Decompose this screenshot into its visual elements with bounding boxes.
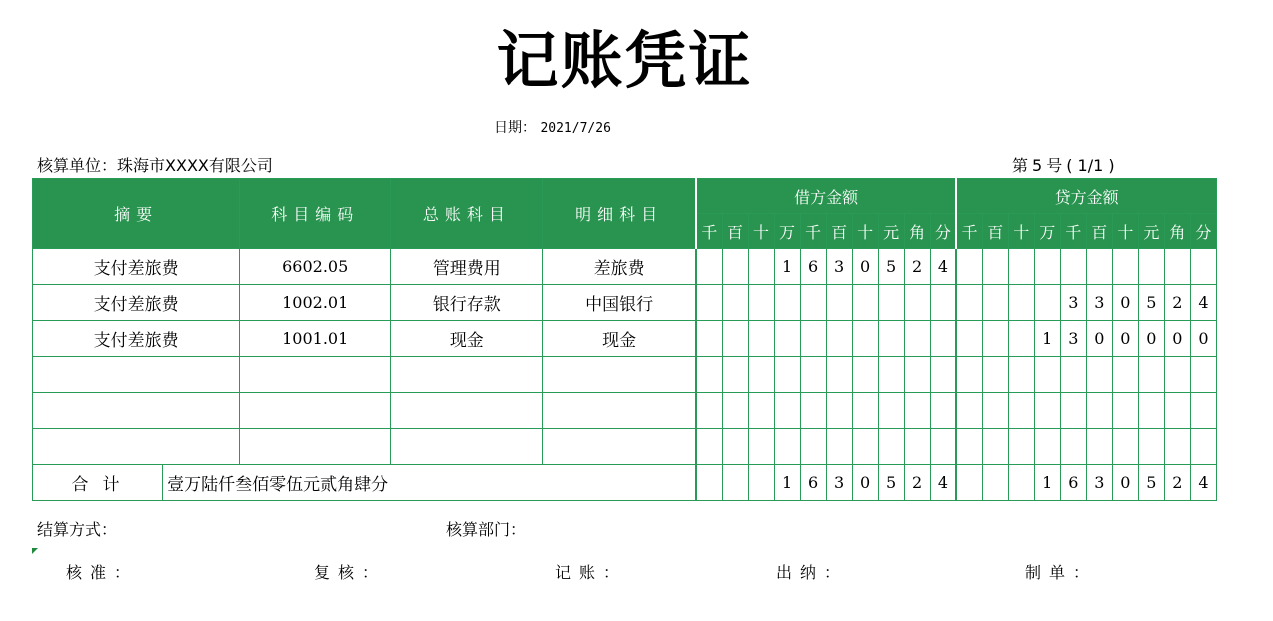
summary-cell[interactable] — [33, 429, 240, 465]
summary-cell[interactable]: 支付差旅费 — [33, 285, 240, 321]
debit-digit-cell[interactable]: 2 — [904, 249, 930, 285]
debit-digit-cell[interactable] — [800, 321, 826, 357]
credit-digit-cell[interactable] — [1112, 357, 1138, 393]
settlement-label: 结算方式： — [37, 520, 118, 539]
debit-digit-cell[interactable] — [748, 321, 774, 357]
summary-cell[interactable] — [33, 393, 240, 429]
table-row[interactable] — [33, 321, 1217, 357]
credit-digit-cell[interactable] — [982, 285, 1008, 321]
debit-digit-cell[interactable] — [904, 285, 930, 321]
debit-digit-cell[interactable] — [930, 321, 956, 357]
credit-digit-cell[interactable] — [1190, 357, 1216, 393]
credit-digit-cell[interactable] — [1060, 357, 1086, 393]
header-summary: 摘要 — [33, 179, 240, 249]
credit-digit-cell[interactable]: 3 — [1060, 321, 1086, 357]
credit-digit-header: 千 — [956, 214, 982, 249]
total-credit-digit: 1 — [1034, 465, 1060, 501]
debit-digit-cell[interactable] — [774, 429, 800, 465]
general-account-cell[interactable] — [391, 393, 543, 429]
debit-digit-cell[interactable]: 5 — [878, 249, 904, 285]
credit-digit-cell[interactable] — [1112, 249, 1138, 285]
credit-digit-cell[interactable] — [956, 357, 982, 393]
credit-digit-cell[interactable] — [982, 429, 1008, 465]
credit-digit-cell[interactable] — [1112, 393, 1138, 429]
table-row[interactable] — [33, 393, 1217, 429]
credit-digit-cell[interactable] — [1034, 249, 1060, 285]
credit-digit-cell[interactable] — [1138, 249, 1164, 285]
debit-digit-cell[interactable] — [722, 357, 748, 393]
credit-digit-cell[interactable] — [1008, 357, 1034, 393]
credit-digit-cell[interactable] — [1164, 357, 1190, 393]
credit-digit-cell[interactable] — [1112, 429, 1138, 465]
credit-digit-cell[interactable] — [982, 249, 1008, 285]
total-credit-digit: 5 — [1138, 465, 1164, 501]
credit-digit-cell[interactable] — [1034, 393, 1060, 429]
debit-digit-cell[interactable] — [748, 285, 774, 321]
debit-digit-cell[interactable] — [774, 321, 800, 357]
debit-digit-cell[interactable] — [878, 357, 904, 393]
summary-cell[interactable] — [33, 357, 240, 393]
total-amount-in-words: 壹万陆仟叁佰零伍元贰角肆分 — [163, 465, 696, 501]
debit-digit-cell[interactable] — [696, 249, 722, 285]
debit-digit-cell[interactable] — [930, 357, 956, 393]
total-debit-digit — [748, 465, 774, 501]
account-code-cell[interactable]: 6602.05 — [240, 249, 391, 285]
credit-digit-cell[interactable] — [1190, 249, 1216, 285]
credit-digit-cell[interactable]: 1 — [1034, 321, 1060, 357]
total-credit-digit: 2 — [1164, 465, 1190, 501]
general-account-cell[interactable]: 银行存款 — [391, 285, 543, 321]
detail-account-cell[interactable] — [543, 393, 696, 429]
debit-digit-cell[interactable] — [696, 285, 722, 321]
debit-digit-cell[interactable] — [930, 393, 956, 429]
approve-label: 核准： — [66, 563, 139, 582]
table-row[interactable] — [33, 285, 1217, 321]
general-account-cell[interactable] — [391, 429, 543, 465]
credit-digit-cell[interactable]: 0 — [1112, 321, 1138, 357]
total-debit-digit: 3 — [826, 465, 852, 501]
accounting-unit — [37, 156, 273, 176]
cell-comment-marker — [32, 548, 38, 554]
bookkeep-label: 记账： — [555, 563, 628, 582]
voucher-no-page: ( 1/1 ) — [1066, 156, 1115, 175]
credit-digit-header: 十 — [1112, 214, 1138, 249]
total-debit-digit: 6 — [800, 465, 826, 501]
debit-digit-cell[interactable] — [800, 429, 826, 465]
debit-digit-cell[interactable] — [748, 249, 774, 285]
credit-digit-header: 百 — [982, 214, 1008, 249]
debit-digit-cell[interactable] — [696, 429, 722, 465]
credit-digit-cell[interactable] — [1086, 393, 1112, 429]
general-account-cell[interactable] — [391, 357, 543, 393]
general-account-cell[interactable]: 管理费用 — [391, 249, 543, 285]
credit-digit-cell[interactable] — [1138, 429, 1164, 465]
header-account-code: 科目编码 — [240, 179, 391, 249]
total-credit-digit — [1008, 465, 1034, 501]
review-label: 复核： — [314, 563, 387, 582]
debit-digit-header: 十 — [852, 214, 878, 249]
credit-digit-cell[interactable] — [1008, 393, 1034, 429]
date-value: 2021/7/26 — [540, 121, 611, 136]
debit-digit-cell[interactable] — [852, 357, 878, 393]
debit-digit-cell[interactable] — [722, 321, 748, 357]
debit-digit-cell[interactable] — [722, 249, 748, 285]
debit-digit-cell[interactable] — [878, 321, 904, 357]
detail-account-cell[interactable]: 中国银行 — [543, 285, 696, 321]
credit-digit-header: 千 — [1060, 214, 1086, 249]
debit-digit-cell[interactable] — [904, 393, 930, 429]
credit-digit-cell[interactable] — [982, 357, 1008, 393]
table-row[interactable] — [33, 429, 1217, 465]
debit-digit-cell[interactable] — [774, 285, 800, 321]
total-credit-digit: 3 — [1086, 465, 1112, 501]
total-debit-digit: 1 — [774, 465, 800, 501]
debit-digit-header: 元 — [878, 214, 904, 249]
credit-digit-cell[interactable] — [956, 285, 982, 321]
credit-digit-cell[interactable]: 3 — [1060, 285, 1086, 321]
debit-digit-cell[interactable] — [852, 321, 878, 357]
debit-digit-cell[interactable] — [826, 285, 852, 321]
debit-digit-cell[interactable]: 0 — [852, 249, 878, 285]
detail-account-cell[interactable] — [543, 357, 696, 393]
credit-digit-cell[interactable] — [1060, 429, 1086, 465]
date-line — [494, 118, 611, 139]
credit-digit-cell[interactable] — [1060, 393, 1086, 429]
credit-digit-header: 角 — [1164, 214, 1190, 249]
credit-digit-cell[interactable] — [1190, 429, 1216, 465]
debit-digit-cell[interactable] — [748, 357, 774, 393]
department-label: 核算部门： — [446, 520, 527, 539]
detail-account-cell[interactable]: 差旅费 — [543, 249, 696, 285]
debit-digit-cell[interactable] — [904, 321, 930, 357]
debit-digit-cell[interactable] — [696, 393, 722, 429]
credit-digit-cell[interactable] — [956, 393, 982, 429]
credit-digit-cell[interactable] — [1190, 393, 1216, 429]
debit-digit-cell[interactable] — [696, 357, 722, 393]
detail-account-cell[interactable]: 现金 — [543, 321, 696, 357]
voucher-title: 记账凭证 — [496, 24, 753, 97]
debit-digit-cell[interactable]: 3 — [826, 249, 852, 285]
credit-digit-cell[interactable] — [1086, 429, 1112, 465]
summary-cell[interactable]: 支付差旅费 — [33, 249, 240, 285]
credit-digit-cell[interactable] — [1138, 357, 1164, 393]
credit-digit-cell[interactable]: 3 — [1086, 285, 1112, 321]
credit-digit-cell[interactable] — [1034, 285, 1060, 321]
prepared-label: 制单： — [1025, 563, 1098, 582]
account-code-cell[interactable]: 1002.01 — [240, 285, 391, 321]
date-label: 日期： — [494, 120, 536, 136]
credit-digit-header: 分 — [1190, 214, 1216, 249]
header-row — [33, 179, 1217, 214]
detail-account-cell[interactable] — [543, 429, 696, 465]
debit-digit-cell[interactable] — [748, 429, 774, 465]
debit-digit-cell[interactable] — [722, 429, 748, 465]
debit-digit-header: 角 — [904, 214, 930, 249]
credit-digit-cell[interactable] — [956, 429, 982, 465]
debit-digit-cell[interactable] — [930, 429, 956, 465]
credit-digit-header: 十 — [1008, 214, 1034, 249]
credit-digit-cell[interactable] — [1008, 285, 1034, 321]
total-debit-digit — [696, 465, 722, 501]
summary-cell[interactable]: 支付差旅费 — [33, 321, 240, 357]
debit-digit-cell[interactable] — [774, 357, 800, 393]
debit-digit-cell[interactable] — [800, 357, 826, 393]
voucher-no-prefix: 第 — [1012, 156, 1029, 175]
debit-digit-cell[interactable]: 1 — [774, 249, 800, 285]
credit-digit-cell[interactable]: 0 — [1164, 321, 1190, 357]
credit-digit-cell[interactable]: 5 — [1138, 285, 1164, 321]
account-code-cell[interactable] — [240, 357, 391, 393]
debit-digit-cell[interactable] — [930, 285, 956, 321]
debit-digit-cell[interactable] — [722, 285, 748, 321]
account-code-cell[interactable] — [240, 393, 391, 429]
debit-digit-cell[interactable] — [852, 393, 878, 429]
debit-digit-header: 千 — [696, 214, 722, 249]
debit-digit-header: 百 — [722, 214, 748, 249]
credit-digit-cell[interactable]: 0 — [1112, 285, 1138, 321]
header-detail-account: 明细科目 — [543, 179, 696, 249]
total-row — [33, 465, 1217, 501]
credit-digit-cell[interactable] — [1086, 249, 1112, 285]
credit-digit-cell[interactable]: 0 — [1138, 321, 1164, 357]
debit-digit-cell[interactable] — [722, 393, 748, 429]
credit-digit-cell[interactable]: 0 — [1190, 321, 1216, 357]
credit-digit-header: 万 — [1034, 214, 1060, 249]
header-credit-amount: 贷方金额 — [956, 179, 1216, 214]
credit-digit-cell[interactable] — [1008, 249, 1034, 285]
voucher-no-number: 5 — [1032, 156, 1043, 175]
debit-digit-cell[interactable] — [826, 429, 852, 465]
credit-digit-cell[interactable]: 2 — [1164, 285, 1190, 321]
credit-digit-cell[interactable] — [1008, 321, 1034, 357]
debit-digit-cell[interactable] — [800, 393, 826, 429]
debit-digit-cell[interactable] — [800, 285, 826, 321]
debit-digit-cell[interactable] — [826, 357, 852, 393]
general-account-cell[interactable]: 现金 — [391, 321, 543, 357]
header-debit-amount: 借方金额 — [696, 179, 956, 214]
debit-digit-cell[interactable] — [852, 285, 878, 321]
total-debit-digit — [722, 465, 748, 501]
debit-digit-cell[interactable] — [878, 285, 904, 321]
credit-digit-cell[interactable] — [1164, 393, 1190, 429]
credit-digit-cell[interactable] — [982, 393, 1008, 429]
total-credit-digit — [982, 465, 1008, 501]
account-code-cell[interactable]: 1001.01 — [240, 321, 391, 357]
total-debit-digit: 2 — [904, 465, 930, 501]
credit-digit-cell[interactable] — [1164, 429, 1190, 465]
debit-digit-cell[interactable] — [852, 429, 878, 465]
voucher-no-suffix: 号 — [1046, 156, 1063, 175]
total-label: 合计 — [33, 465, 163, 501]
total-credit-digit: 6 — [1060, 465, 1086, 501]
credit-digit-cell[interactable] — [956, 249, 982, 285]
total-debit-digit: 5 — [878, 465, 904, 501]
credit-digit-header: 百 — [1086, 214, 1112, 249]
debit-digit-cell[interactable] — [748, 393, 774, 429]
header-general-account: 总账科目 — [391, 179, 543, 249]
debit-digit-cell[interactable] — [878, 393, 904, 429]
total-credit-digit: 0 — [1112, 465, 1138, 501]
debit-digit-cell[interactable] — [696, 321, 722, 357]
unit-value: 珠海市XXXX有限公司 — [117, 156, 273, 175]
voucher-number — [1012, 156, 1119, 176]
debit-digit-header: 百 — [826, 214, 852, 249]
credit-digit-header: 元 — [1138, 214, 1164, 249]
credit-digit-cell[interactable]: 4 — [1190, 285, 1216, 321]
total-debit-digit: 0 — [852, 465, 878, 501]
debit-digit-header: 十 — [748, 214, 774, 249]
credit-digit-cell[interactable] — [1034, 429, 1060, 465]
total-credit-digit — [956, 465, 982, 501]
table-row[interactable] — [33, 357, 1217, 393]
debit-digit-cell[interactable] — [826, 393, 852, 429]
cashier-label: 出纳： — [776, 563, 849, 582]
credit-digit-cell[interactable] — [1008, 429, 1034, 465]
credit-digit-cell[interactable] — [1086, 357, 1112, 393]
credit-digit-cell[interactable]: 0 — [1086, 321, 1112, 357]
debit-digit-header: 分 — [930, 214, 956, 249]
voucher-table-body — [33, 179, 1217, 501]
debit-digit-cell[interactable] — [904, 357, 930, 393]
credit-digit-cell[interactable] — [1034, 357, 1060, 393]
credit-digit-cell[interactable] — [1138, 393, 1164, 429]
voucher-table — [32, 178, 1217, 501]
debit-digit-header: 万 — [774, 214, 800, 249]
credit-digit-cell[interactable] — [956, 321, 982, 357]
debit-digit-cell[interactable] — [878, 429, 904, 465]
credit-digit-cell[interactable] — [1164, 249, 1190, 285]
debit-digit-cell[interactable] — [774, 393, 800, 429]
total-credit-digit: 4 — [1190, 465, 1216, 501]
total-debit-digit: 4 — [930, 465, 956, 501]
unit-label: 核算单位： — [37, 156, 118, 175]
table-row[interactable] — [33, 249, 1217, 285]
credit-digit-cell[interactable] — [982, 321, 1008, 357]
debit-digit-cell[interactable]: 6 — [800, 249, 826, 285]
debit-digit-header: 千 — [800, 214, 826, 249]
debit-digit-cell[interactable] — [826, 321, 852, 357]
debit-digit-cell[interactable] — [904, 429, 930, 465]
credit-digit-cell[interactable] — [1060, 249, 1086, 285]
debit-digit-cell[interactable]: 4 — [930, 249, 956, 285]
account-code-cell[interactable] — [240, 429, 391, 465]
